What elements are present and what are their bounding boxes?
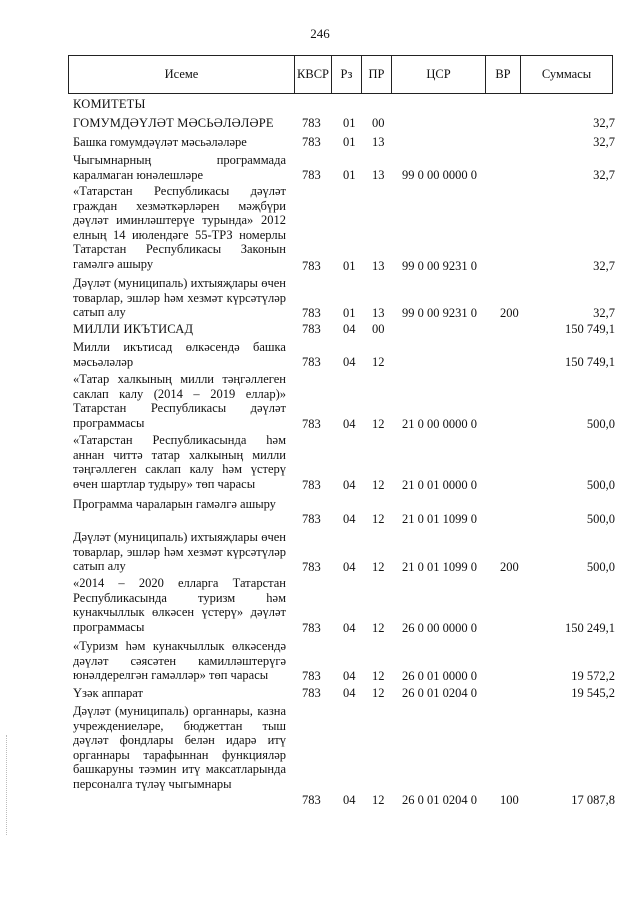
header-vr: ВР xyxy=(486,56,521,93)
row-name: Дәүләт (муниципаль) ихтыяҗлары өчен товарлар, эшләр һәм хезмәт күрсәтүләр сатып алу xyxy=(73,276,286,320)
row-rz: 04 xyxy=(343,793,356,807)
row-vr: 100 xyxy=(500,793,519,807)
row-pr: 12 xyxy=(372,355,385,369)
row-rz: 01 xyxy=(343,116,356,130)
row-kvsr: 783 xyxy=(302,417,321,431)
row-kvsr: 783 xyxy=(302,669,321,683)
row-csr: 99 0 00 9231 0 xyxy=(402,259,477,273)
row-name: Дәүләт (муниципаль) органнары, казна учреждениеләре, бюджеттан тыш дәүләт фондлары белән идарә итү органнары тарафыннан функцияләр башкаруны тәэмин итү максатларында персоналга түләү чыгымнары xyxy=(73,704,286,791)
row-rz: 04 xyxy=(343,417,356,431)
row-pr: 13 xyxy=(372,135,385,149)
row-csr: 21 0 01 1099 0 xyxy=(402,512,477,526)
row-pr: 12 xyxy=(372,793,385,807)
row-rz: 04 xyxy=(343,621,356,635)
row-kvsr: 783 xyxy=(302,322,321,336)
row-sum: 32,7 xyxy=(593,168,615,182)
row-csr: 26 0 01 0204 0 xyxy=(402,793,477,807)
row-sum: 500,0 xyxy=(586,512,615,526)
row-name: «2014 – 2020 елларга Татарстан Республикасында туризм һәм кунакчыллык өлкәсен үстерү» дәүләт программасы xyxy=(73,576,286,634)
row-pr: 12 xyxy=(372,417,385,431)
row-sum: 500,0 xyxy=(586,478,615,492)
row-name: «Татар халкының милли тәңгәллеген саклап калу (2014 – 2019 еллар)» Татарстан Республикасы дәүләт программасы xyxy=(73,372,286,430)
row-name: МИЛЛИ ИКЪТИСАД xyxy=(73,322,194,336)
row-pr: 12 xyxy=(372,560,385,574)
row-rz: 04 xyxy=(343,322,356,336)
header-pr: ПР xyxy=(362,56,392,93)
row-sum: 32,7 xyxy=(593,135,615,149)
row-csr: 26 0 01 0000 0 xyxy=(402,669,477,683)
row-sum: 500,0 xyxy=(586,560,615,574)
row-pr: 12 xyxy=(372,478,385,492)
row-pr: 00 xyxy=(372,116,385,130)
row-rz: 04 xyxy=(343,478,356,492)
row-sum: 19 572,2 xyxy=(571,669,615,683)
header-kvsr: КВСР xyxy=(295,56,332,93)
row-name: Дәүләт (муниципаль) ихтыяҗлары өчен товарлар, эшләр һәм хезмәт күрсәтүләр сатып алу xyxy=(73,530,286,574)
row-kvsr: 783 xyxy=(302,560,321,574)
row-kvsr: 783 xyxy=(302,478,321,492)
row-pr: 12 xyxy=(372,669,385,683)
row-kvsr: 783 xyxy=(302,306,321,320)
row-sum: 19 545,2 xyxy=(571,686,615,700)
row-pr: 12 xyxy=(372,686,385,700)
row-name: Башка гомумдәүләт мәсьәләләре xyxy=(73,135,247,149)
row-pr: 13 xyxy=(372,168,385,182)
header-sum: Суммасы xyxy=(541,67,592,81)
row-name: «Туризм һәм кунакчыллык өлкәсендә дәүләт сәясәтен камилләштерүгә юнәлдерелгән гамәлләр» төп чарасы xyxy=(73,639,286,683)
row-rz: 01 xyxy=(343,259,356,273)
row-sum: 32,7 xyxy=(593,259,615,273)
row-name: ГОМУМДӘҮЛӘТ МӘСЬӘЛӘЛӘРЕ xyxy=(73,116,274,130)
row-csr: 99 0 00 0000 0 xyxy=(402,168,477,182)
row-sum: 150 749,1 xyxy=(565,322,615,336)
row-csr: 26 0 00 0000 0 xyxy=(402,621,477,635)
row-rz: 04 xyxy=(343,669,356,683)
row-sum: 150 249,1 xyxy=(565,621,615,635)
row-kvsr: 783 xyxy=(302,116,321,130)
row-name: Үзәк аппарат xyxy=(73,686,143,700)
row-kvsr: 783 xyxy=(302,512,321,526)
row-name: Милли икътисад өлкәсендә башка мәсьәләләр xyxy=(73,340,286,369)
scan-margin-marks xyxy=(6,735,9,835)
row-pr: 13 xyxy=(372,306,385,320)
row-rz: 01 xyxy=(343,135,356,149)
row-csr: 21 0 01 1099 0 xyxy=(402,560,477,574)
row-rz: 04 xyxy=(343,560,356,574)
row-vr: 200 xyxy=(500,560,519,574)
row-kvsr: 783 xyxy=(302,355,321,369)
row-rz: 04 xyxy=(343,512,356,526)
row-name: «Татарстан Республикасы дәүләт граждан хезмәткәрләрен мәҗбүри дәүләт иминләштерүе турында» 2012 елның 14 июлендәге 55-ТРЗ номерлы Татарстан Республикасы Законын гамәлгә ашыру xyxy=(73,184,286,271)
row-csr: 26 0 01 0204 0 xyxy=(402,686,477,700)
row-rz: 01 xyxy=(343,168,356,182)
header-name: Исеме xyxy=(69,56,295,93)
row-pr: 13 xyxy=(372,259,385,273)
row-pr: 12 xyxy=(372,621,385,635)
row-kvsr: 783 xyxy=(302,621,321,635)
table-header xyxy=(68,55,613,94)
row-kvsr: 783 xyxy=(302,135,321,149)
row-name: Программа чараларын гамәлгә ашыру xyxy=(73,497,276,511)
row-sum: 32,7 xyxy=(593,306,615,320)
row-name: Чыгымнарның программада каралмаган юнәлешләре xyxy=(73,153,286,182)
row-sum: 500,0 xyxy=(586,417,615,431)
row-name: «Татарстан Республикасында һәм аннан читтә татар халкының милли тәңгәллеген саклап калу һәм үстерү өчен шартлар тудыру» төп чарасы xyxy=(73,433,286,491)
row-rz: 04 xyxy=(343,355,356,369)
row-csr: 21 0 01 0000 0 xyxy=(402,478,477,492)
header-rz: Рз xyxy=(332,56,362,93)
row-rz: 01 xyxy=(343,306,356,320)
header-csr: ЦСР xyxy=(392,56,486,93)
section-title: КОМИТЕТЫ xyxy=(73,97,146,111)
row-csr: 21 0 00 0000 0 xyxy=(402,417,477,431)
row-sum: 32,7 xyxy=(593,116,615,130)
row-csr: 99 0 00 9231 0 xyxy=(402,306,477,320)
row-rz: 04 xyxy=(343,686,356,700)
row-kvsr: 783 xyxy=(302,259,321,273)
row-pr: 00 xyxy=(372,322,385,336)
row-vr: 200 xyxy=(500,306,519,320)
row-kvsr: 783 xyxy=(302,168,321,182)
row-kvsr: 783 xyxy=(302,793,321,807)
row-sum: 17 087,8 xyxy=(571,793,615,807)
row-kvsr: 783 xyxy=(302,686,321,700)
row-pr: 12 xyxy=(372,512,385,526)
page-number: 246 xyxy=(310,26,330,41)
row-sum: 150 749,1 xyxy=(565,355,615,369)
